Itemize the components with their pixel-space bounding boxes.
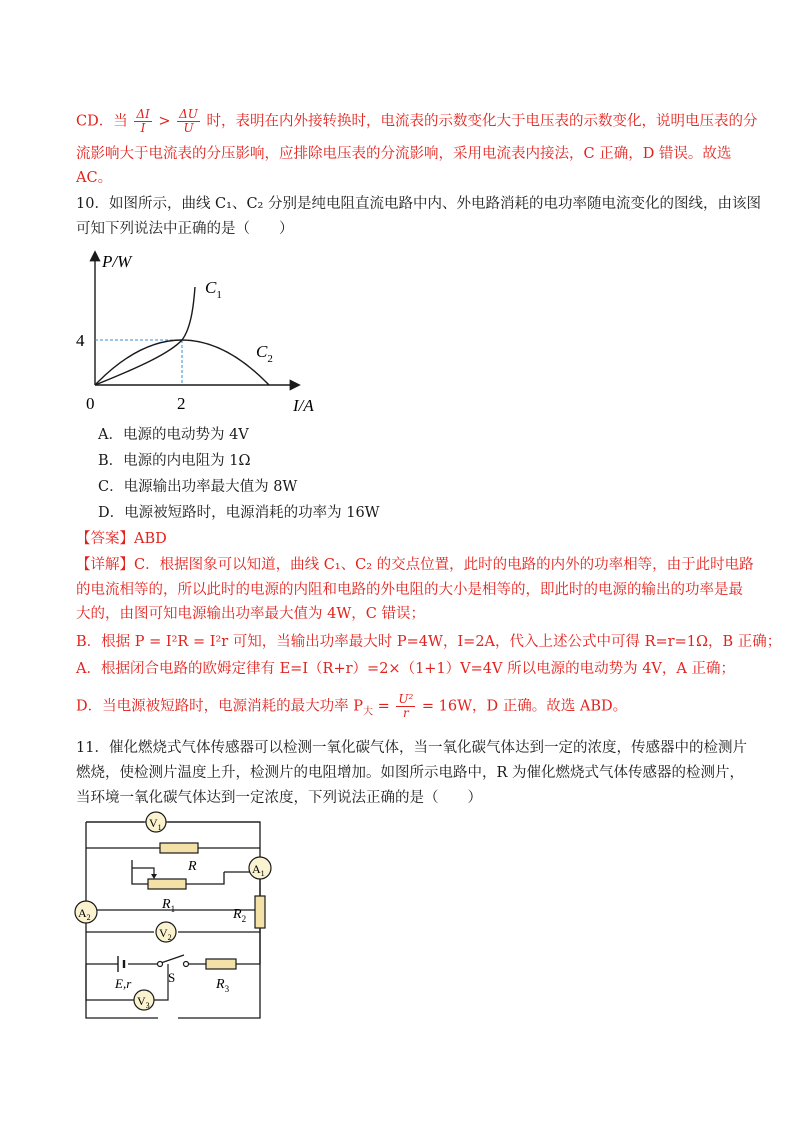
q10-stem-line-1: 10．如图所示，曲线 C₁、C₂ 分别是纯电阻直流电路中内、外电路消耗的电功率随电流变化的图线，由该图 xyxy=(76,196,761,212)
q11-stem-line-3: 当环境一氧化碳气体达到一定浓度，下列说法正确的是（ ） xyxy=(76,790,482,806)
q10-detail-line-4: B．根据 P = I²R = I²r 可知，当输出功率最大时 P=4W，I=2A，代入上述公式中可得 R=r=1Ω，B 正确； xyxy=(76,634,782,650)
switch-s xyxy=(158,962,189,986)
x-tick-label: 2 xyxy=(177,394,186,413)
q10-option-a: A．电源的电动势为 4V xyxy=(98,427,249,443)
sensor-circuit-diagram xyxy=(68,810,278,1020)
q10-detail-line-6: D．当电源被短路时，电源消耗的最大功率 $P_大$ = $\frac{\text{U²}}{r}$ = 16W，D 正确。故选 ABD。 xyxy=(76,692,628,720)
y-axis-label: P/W xyxy=(102,252,132,271)
ammeter-a2 xyxy=(75,901,97,923)
c1-label: $C_1$ xyxy=(205,278,222,301)
svg-text:S: S xyxy=(168,970,176,985)
svg-text:A1: $A_1$ xyxy=(252,862,265,878)
resistor-r xyxy=(160,843,198,874)
x-axis-label: I/A xyxy=(293,396,314,415)
battery-e-r xyxy=(114,956,132,991)
svg-text:R3: $R_3$ xyxy=(216,977,230,994)
cd-line-2: 流影响大于电流表的分压影响，应排除电压表的分流影响，采用电流表内接法，C 正确，D 错误。故选 xyxy=(76,146,732,162)
origin-label: 0 xyxy=(86,394,95,413)
power-current-graph xyxy=(70,245,360,420)
q10-option-c: C．电源输出功率最大值为 8W xyxy=(98,479,298,495)
svg-text:E,r: E,r xyxy=(115,976,132,991)
q10-detail-line-3: 大的，由图可知电源输出功率最大值为 4W，C 错误； xyxy=(76,606,425,622)
resistor-r3 xyxy=(206,959,236,994)
q10-detail-line-5: A．根据闭合电路的欧姆定律有 E=I（R+r）=2×（1+1）V=4V 所以电源的电动势为 4V，A 正确； xyxy=(76,661,735,677)
c2-label: $C_2$ xyxy=(256,342,273,365)
q10-answer: 【答案】ABD xyxy=(76,531,167,547)
fraction-u-squared-over-r: $\frac{\text{U²}}{r}$ xyxy=(398,692,414,720)
q11-stem-line-2: 燃烧，使检测片温度上升，检测片的电阻增加。如图所示电路中，R 为催化燃烧式气体传感器的检测片， xyxy=(76,765,745,781)
svg-text:R1: $R_1$ xyxy=(162,897,176,914)
svg-text:V3: $V_3$ xyxy=(137,994,150,1010)
voltmeter-v2 xyxy=(156,922,176,942)
cd-line-3: AC。 xyxy=(76,170,113,186)
y-tick-label: 4 xyxy=(76,331,85,350)
svg-text:V2: $V_2$ xyxy=(159,926,172,942)
q10-detail-line-1: 【详解】C．根据图象可以知道，曲线 C₁、C₂ 的交点位置，此时的电路的内外的功率相等，由于此时电路 xyxy=(76,557,754,573)
resistor-r2 xyxy=(232,896,265,928)
svg-text:R: R xyxy=(188,859,197,874)
svg-text:V1: $V_1$ xyxy=(149,816,162,832)
fraction-delta-i: $\frac{\Delta I}{I}$ xyxy=(136,107,150,135)
rheostat-r1 xyxy=(132,868,186,914)
svg-text:A2: $A_2$ xyxy=(78,906,91,922)
voltmeter-v1 xyxy=(146,812,166,832)
q10-option-d: D．电源被短路时，电源消耗的功率为 16W xyxy=(98,505,380,521)
q10-stem-line-2: 可知下列说法中正确的是（ ） xyxy=(76,221,294,237)
ammeter-a1 xyxy=(249,857,271,879)
svg-text:R2: $R_2$ xyxy=(233,907,247,924)
cd-line-1: CD．当 $\frac{\Delta I}{I}$ > $\frac{\Delta U}{U}$ 时，表明在内外接转换时，电流表的示数变化大于电压表的示数变化，说明电压表的分 xyxy=(76,107,758,135)
q10-option-b: B．电源的内电阻为 1Ω xyxy=(98,453,251,469)
fraction-delta-u: $\frac{\Delta U}{U}$ xyxy=(179,107,198,135)
q11-stem-line-1: 11．催化燃烧式气体传感器可以检测一氧化碳气体，当一氧化碳气体达到一定的浓度，传感器中的检测片 xyxy=(76,740,747,756)
q10-detail-line-2: 的电流相等的，所以此时的电源的内阻和电路的外电阻的大小是相等的，即此时的电源的输出的功率是最 xyxy=(76,582,743,598)
